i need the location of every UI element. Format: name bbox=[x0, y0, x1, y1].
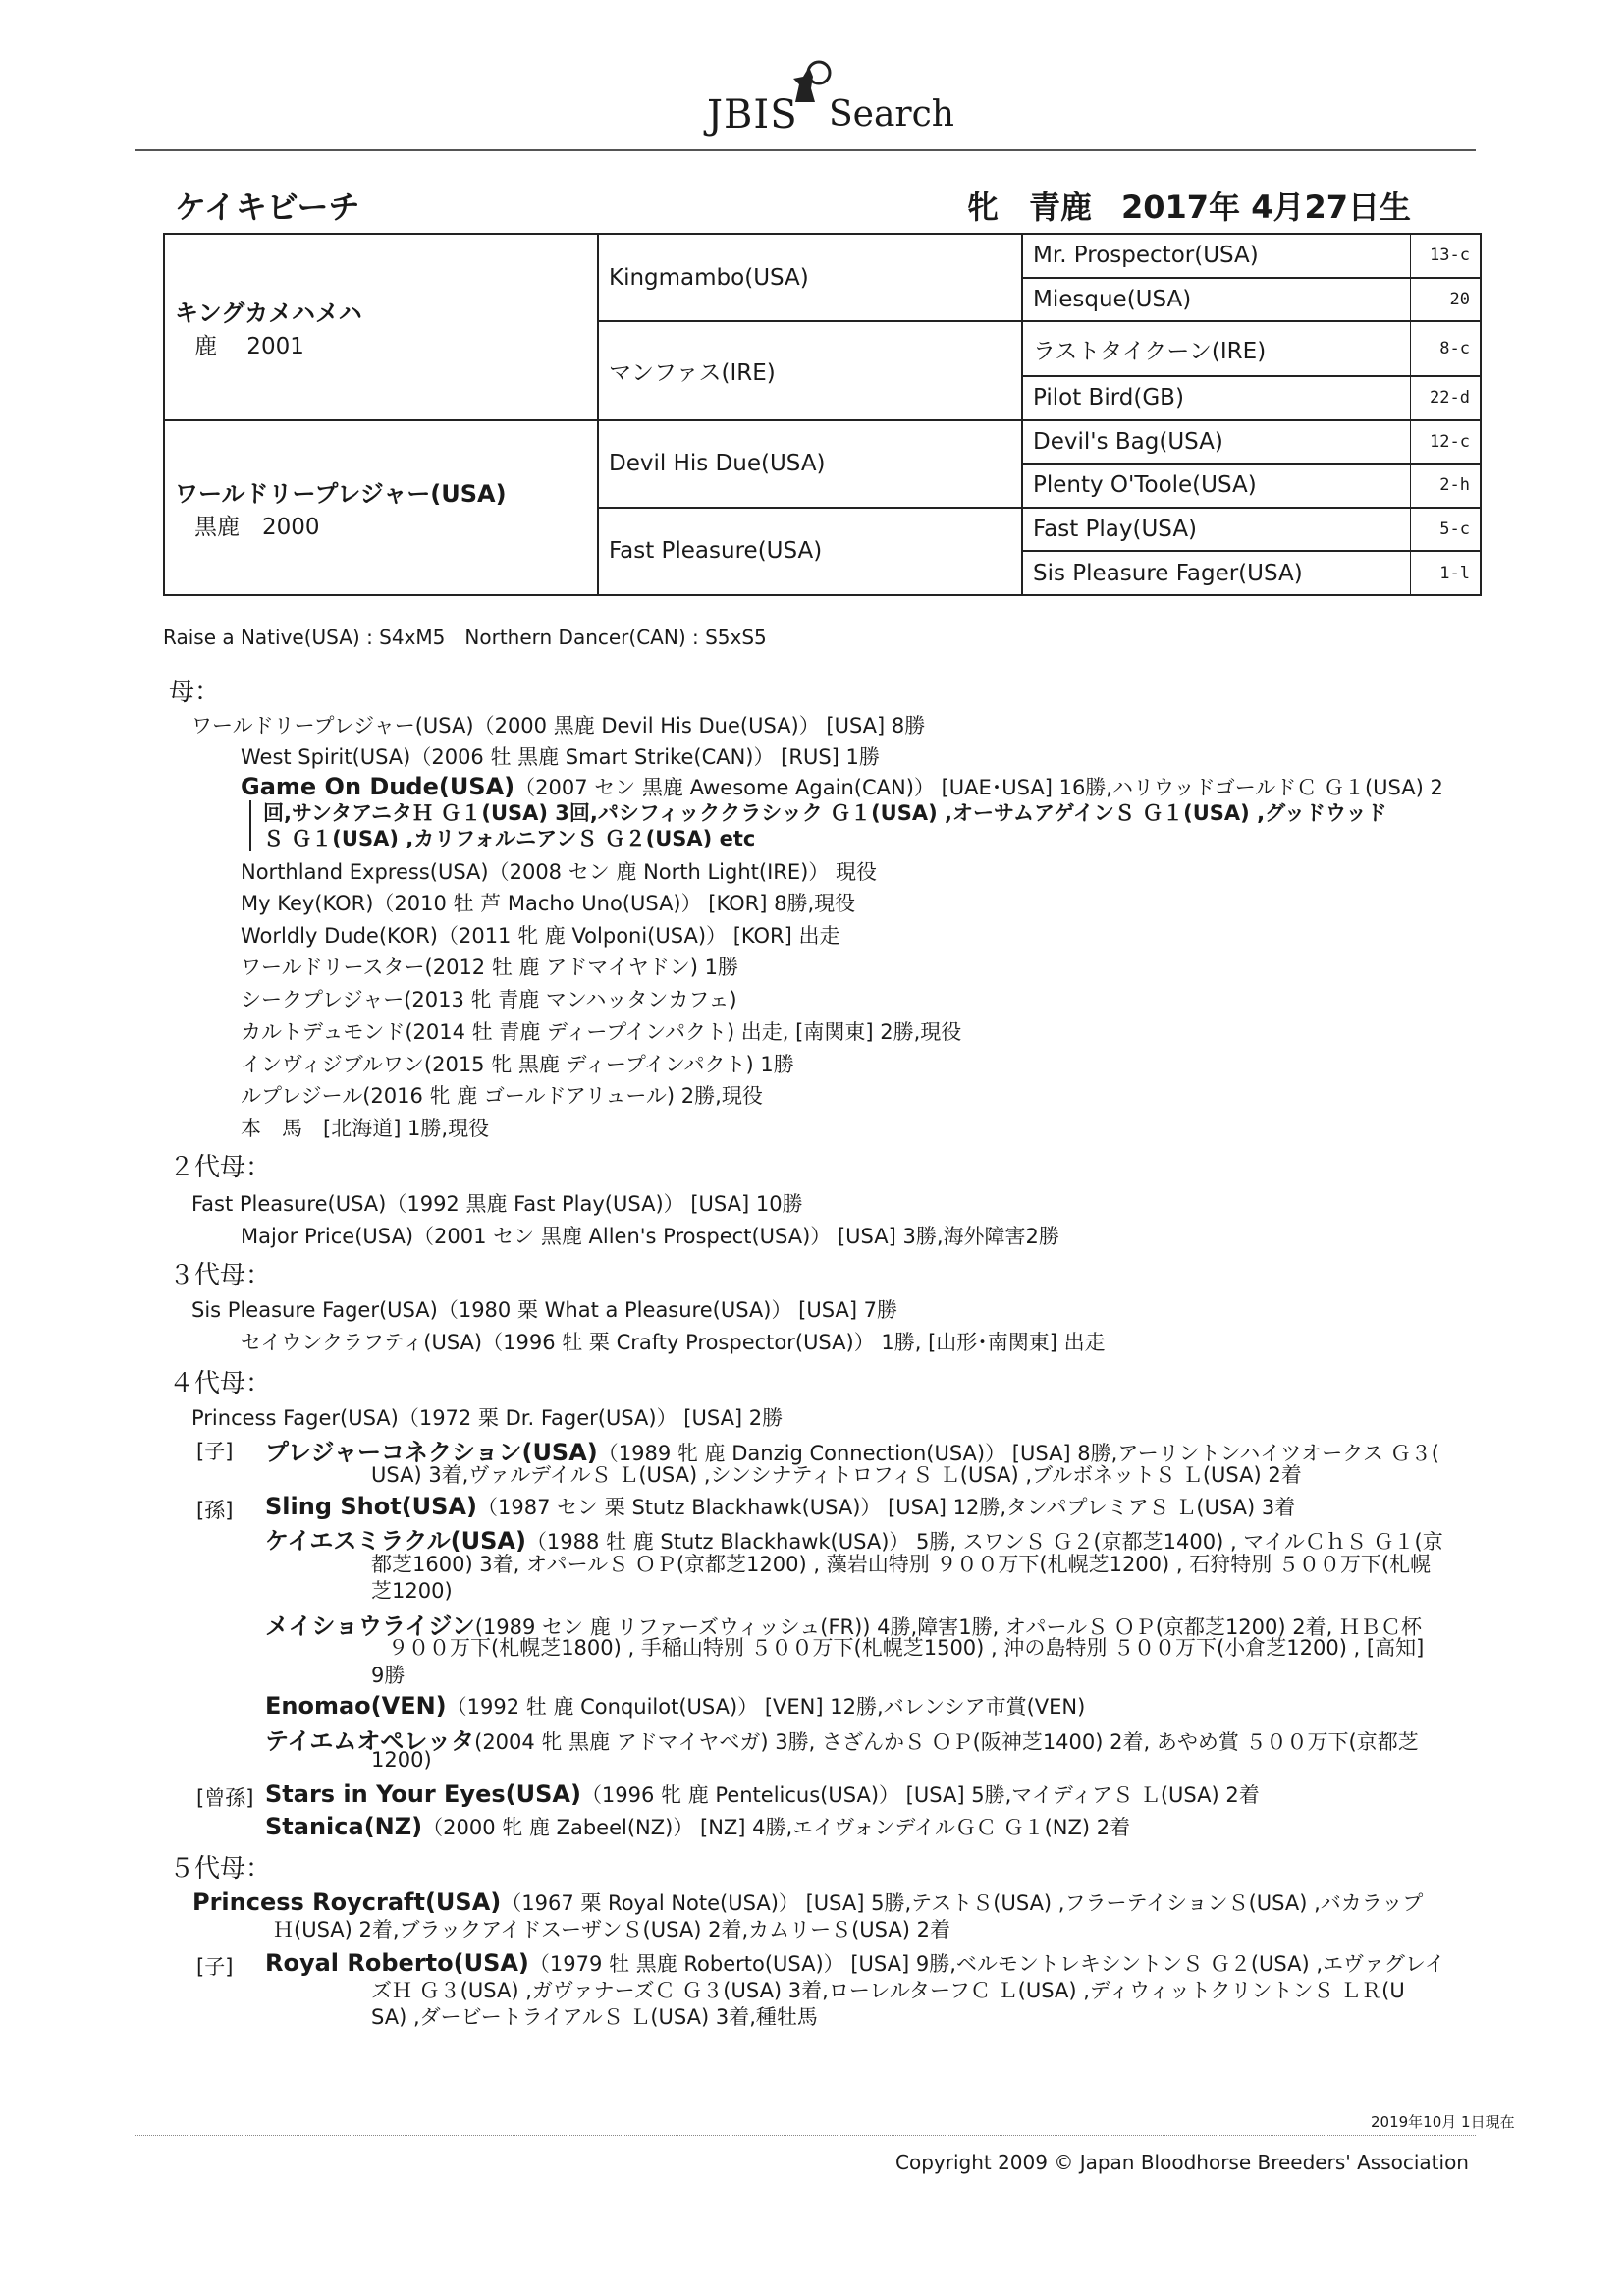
indent-bar bbox=[249, 800, 251, 851]
dam-cell bbox=[164, 420, 598, 595]
pedigree-line: カルトデュモンド(2014 牡 青鹿 ディープインパクト) 出走, [南関東] 2勝,現役 bbox=[241, 1020, 962, 1044]
pedigree-line: 本 馬 [北海道] 1勝,現役 bbox=[241, 1117, 490, 1140]
g3-name: Miesque(USA) bbox=[1022, 278, 1411, 322]
g3-family: 12-c bbox=[1411, 420, 1482, 465]
horse-birth: 2017年 4月27日生 bbox=[1121, 189, 1412, 226]
record-text: （1989 牝 鹿 Danzig Connection(USA)） [USA] 8勝,アーリントンハイツオークス Ｇ３( bbox=[597, 1442, 1439, 1465]
record-text: （1996 牝 鹿 Pentelicus(USA)） [USA] 5勝,マイディアＳ Ｌ(USA) 2着 bbox=[580, 1783, 1260, 1807]
section-2nd-dam: ２代母： bbox=[169, 1153, 272, 1182]
pedigree-line: 都芝1600) 3着, オパールＳ ＯＰ(京都芝1200) , 藻岩山特別 ９００万下(札幌芝1200) , 石狩特別 ５００万下(札幌 bbox=[371, 1553, 1432, 1576]
notable-horse: テイエムオペレッタ bbox=[265, 1727, 475, 1755]
pedigree-line: USA) 3着,ヴァルデイルＳ Ｌ(USA) ,シンシナティトロフィＳ Ｌ(USA) ,ブルボネットＳ Ｌ(USA) 2着 bbox=[371, 1463, 1302, 1487]
g3-name: Sis Pleasure Fager(USA) bbox=[1022, 551, 1411, 595]
g3-name: Devil's Bag(USA) bbox=[1022, 420, 1411, 465]
sire-info: 鹿 2001 bbox=[194, 333, 304, 359]
g3-family: 13-c bbox=[1411, 234, 1482, 278]
pedigree-line bbox=[265, 1948, 1445, 1978]
pedigree-table bbox=[163, 233, 1482, 596]
record-text: （1979 牡 黒鹿 Roberto(USA)） [USA] 9勝,ベルモントレキシントンＳ Ｇ２(USA) ,エヴァグレイ bbox=[528, 1952, 1445, 1976]
pedigree-line: シークプレジャー(2013 牝 青鹿 マンハッタンカフェ) bbox=[241, 988, 737, 1011]
pedigree-line: 1200) bbox=[371, 1748, 432, 1772]
notable-horse: Stanica(NZ) bbox=[265, 1813, 423, 1840]
g3-family: 22-d bbox=[1411, 376, 1482, 420]
pedigree-line: ワールドリースター(2012 牡 鹿 アドマイヤドン) 1勝 bbox=[241, 956, 738, 979]
pedigree-line: ズＨ Ｇ３(USA) ,ガヴァナーズＣ Ｇ３(USA) 3着,ローレルターフＣ Ｌ(USA) ,ディウィットクリントンＳ ＬＲ(U bbox=[371, 1979, 1405, 2002]
pedigree-line: Princess Fager(USA)（1972 栗 Dr. Fager(USA)） [USA] 2勝 bbox=[191, 1406, 784, 1430]
pedigree-line bbox=[265, 1812, 1130, 1841]
pedigree-line: West Spirit(USA)（2006 牡 黒鹿 Smart Strike(CAN)） [RUS] 1勝 bbox=[241, 745, 880, 769]
copyright: Copyright 2009 © Japan Bloodhorse Breeders' Association bbox=[895, 2151, 1469, 2174]
pedigree-line: Northland Express(USA)（2008 セン 鹿 North Light(IRE)） 現役 bbox=[241, 860, 877, 884]
sire-cell bbox=[164, 234, 598, 420]
record-text: (2004 牝 黒鹿 アドマイヤベガ) 3勝, さざんかＳ ＯＰ(阪神芝1400) 2着, あやめ賞 ５００万下(京都芝 bbox=[474, 1730, 1419, 1754]
pedigree-line: セイウンクラフティ(USA)（1996 牡 栗 Crafty Prospector(USA)） 1勝, [山形･南関東] 出走 bbox=[241, 1331, 1106, 1354]
record-text: （1967 栗 Royal Note(USA)） [USA] 5勝,テストＳ(USA) ,フラーテイションＳ(USA) ,バカラップ bbox=[501, 1891, 1424, 1915]
pedigree-line: 9勝 bbox=[371, 1664, 406, 1687]
jbis-search-logo bbox=[687, 57, 954, 145]
notable-horse: メイショウライジン bbox=[265, 1613, 475, 1640]
g3-family: 8-c bbox=[1411, 321, 1482, 376]
generation-tag: [子] bbox=[196, 1955, 234, 1979]
pedigree-line: 回,サンタアニタＨ Ｇ１(USA) 3回,パシフィッククラシック Ｇ１(USA) ,オーサムアゲインＳ Ｇ１(USA) ,グッドウッド bbox=[263, 801, 1387, 825]
pedigree-line: Ｈ(USA) 2着,ブラックアイドスーザンＳ(USA) 2着,カムリーＳ(USA) 2着 bbox=[273, 1918, 950, 1941]
generation-tag: [子] bbox=[196, 1440, 234, 1463]
notable-horse: Game On Dude(USA) bbox=[241, 773, 515, 800]
pedigree-line: Major Price(USA)（2001 セン 黒鹿 Allen's Prospect(USA)） [USA] 3勝,海外障害2勝 bbox=[241, 1225, 1059, 1248]
pedigree-line bbox=[265, 1691, 1085, 1721]
footer-divider bbox=[135, 2135, 1476, 2136]
dam-dam: Fast Pleasure(USA) bbox=[598, 508, 1022, 595]
pedigree-line: ルプレジール(2016 牝 鹿 ゴールドアリュール) 2勝,現役 bbox=[241, 1084, 763, 1108]
g3-family: 5-c bbox=[1411, 508, 1482, 552]
sire-sire: Kingmambo(USA) bbox=[598, 234, 1022, 321]
notable-horse: Princess Roycraft(USA) bbox=[192, 1888, 502, 1916]
notable-horse: プレジャーコネクション(USA) bbox=[265, 1439, 598, 1466]
g3-name: Pilot Bird(GB) bbox=[1022, 376, 1411, 420]
section-4th-dam: ４代母： bbox=[169, 1369, 272, 1398]
g3-family: 2-h bbox=[1411, 464, 1482, 508]
dam-info: 黒鹿 2000 bbox=[194, 514, 320, 540]
pedigree-line: 芝1200) bbox=[371, 1579, 453, 1603]
pedigree-line: Fast Pleasure(USA)（1992 黒鹿 Fast Play(USA)） [USA] 10勝 bbox=[191, 1192, 803, 1216]
logo-jbis-text: JBIS bbox=[707, 92, 798, 137]
section-3rd-dam: ３代母： bbox=[169, 1261, 272, 1290]
pedigree-line bbox=[265, 1492, 1295, 1521]
notable-horse: Stars in Your Eyes(USA) bbox=[265, 1780, 581, 1808]
generation-tag: [曾孫] bbox=[196, 1786, 254, 1810]
header-divider bbox=[135, 149, 1476, 151]
g3-name: Plenty O'Toole(USA) bbox=[1022, 464, 1411, 508]
horse-name: ケイキビーチ bbox=[175, 189, 360, 226]
generation-tag: [孫] bbox=[196, 1499, 234, 1522]
sire-name: キングカメハメハ bbox=[175, 299, 362, 327]
record-text: （1987 セン 栗 Stutz Blackhawk(USA)） [USA] 12勝,タンパプレミアＳ Ｌ(USA) 3着 bbox=[476, 1496, 1296, 1519]
pedigree-line: インヴィジブルワン(2015 牝 黒鹿 ディープインパクト) 1勝 bbox=[241, 1053, 794, 1076]
as-of-date: 2019年10月 1日現在 bbox=[1371, 2113, 1515, 2131]
section-5th-dam: ５代母： bbox=[169, 1854, 272, 1884]
g3-family: 20 bbox=[1411, 278, 1482, 322]
g3-name: ラストタイクーン(IRE) bbox=[1022, 321, 1411, 376]
pedigree-line: Worldly Dude(KOR)（2011 牝 鹿 Volponi(USA)） [KOR] 出走 bbox=[241, 924, 840, 948]
g3-family: 1-l bbox=[1411, 551, 1482, 595]
section-dam: 母： bbox=[169, 678, 221, 707]
pedigree-line bbox=[265, 1722, 1419, 1756]
pedigree-line: Ｓ Ｇ１(USA) ,カリフォルニアンＳ Ｇ２(USA) etc bbox=[263, 827, 756, 850]
pedigree-line: ワールドリープレジャー(USA)（2000 黒鹿 Devil His Due(USA)） [USA] 8勝 bbox=[191, 714, 926, 738]
inbreeding-note: Raise a Native(USA) : S4xM5 Northern Dancer(CAN) : S5xS5 bbox=[163, 626, 767, 649]
sire-dam: マンファス(IRE) bbox=[598, 321, 1022, 419]
horse-sex: 牝 bbox=[967, 189, 1000, 226]
pedigree-line: My Key(KOR)（2010 牡 芦 Macho Uno(USA)） [KOR] 8勝,現役 bbox=[241, 892, 856, 915]
g3-name: Mr. Prospector(USA) bbox=[1022, 234, 1411, 278]
record-text: （1988 牡 鹿 Stutz Blackhawk(USA)） 5勝, スワンＳ Ｇ２(京都芝1400) , マイルＣｈＳ Ｇ１(京 bbox=[525, 1530, 1443, 1554]
dam-sire: Devil His Due(USA) bbox=[598, 420, 1022, 508]
pedigree-line bbox=[192, 1887, 1423, 1917]
g3-name: Fast Play(USA) bbox=[1022, 508, 1411, 552]
notable-horse: Royal Roberto(USA) bbox=[265, 1949, 529, 1977]
pedigree-line: Sis Pleasure Fager(USA)（1980 栗 What a Pleasure(USA)） [USA] 7勝 bbox=[191, 1298, 898, 1322]
horse-color: 青鹿 bbox=[1029, 189, 1093, 226]
record-text: (1989 セン 鹿 リファーズウィッシュ(FR)) 4勝,障害1勝, オパールＳ ＯＰ(京都芝1200) 2着, ＨＢＣ杯 bbox=[474, 1615, 1422, 1639]
pedigree-line: SA) ,ダービートライアルＳ Ｌ(USA) 3着,種牡馬 bbox=[371, 2005, 818, 2029]
notable-horse: Sling Shot(USA) bbox=[265, 1493, 477, 1520]
pedigree-line bbox=[265, 1779, 1260, 1809]
notable-horse: Enomao(VEN) bbox=[265, 1692, 447, 1720]
notable-horse: ケイエスミラクル(USA) bbox=[265, 1527, 526, 1555]
record-text: （2007 セン 黒鹿 Awesome Again(CAN)） [UAE･USA] 16勝,ハリウッドゴールドＣ Ｇ１(USA) 2 bbox=[514, 776, 1443, 799]
dam-name: ワールドリープレジャー(USA) bbox=[175, 479, 507, 508]
record-text: （1992 牡 鹿 Conquilot(USA)） [VEN] 12勝,バレンシア市賞(VEN) bbox=[446, 1695, 1086, 1719]
record-text: （2000 牝 鹿 Zabeel(NZ)） [NZ] 4勝,エイヴォンデイルＧＣ Ｇ１(NZ) 2着 bbox=[422, 1816, 1131, 1839]
logo-search-text: Search bbox=[829, 94, 954, 135]
pedigree-line: ９００万下(札幌芝1800) , 手稲山特別 ５００万下(札幌芝1500) , 沖の島特別 ５００万下(小倉芝1200) , [高知] bbox=[388, 1636, 1425, 1660]
